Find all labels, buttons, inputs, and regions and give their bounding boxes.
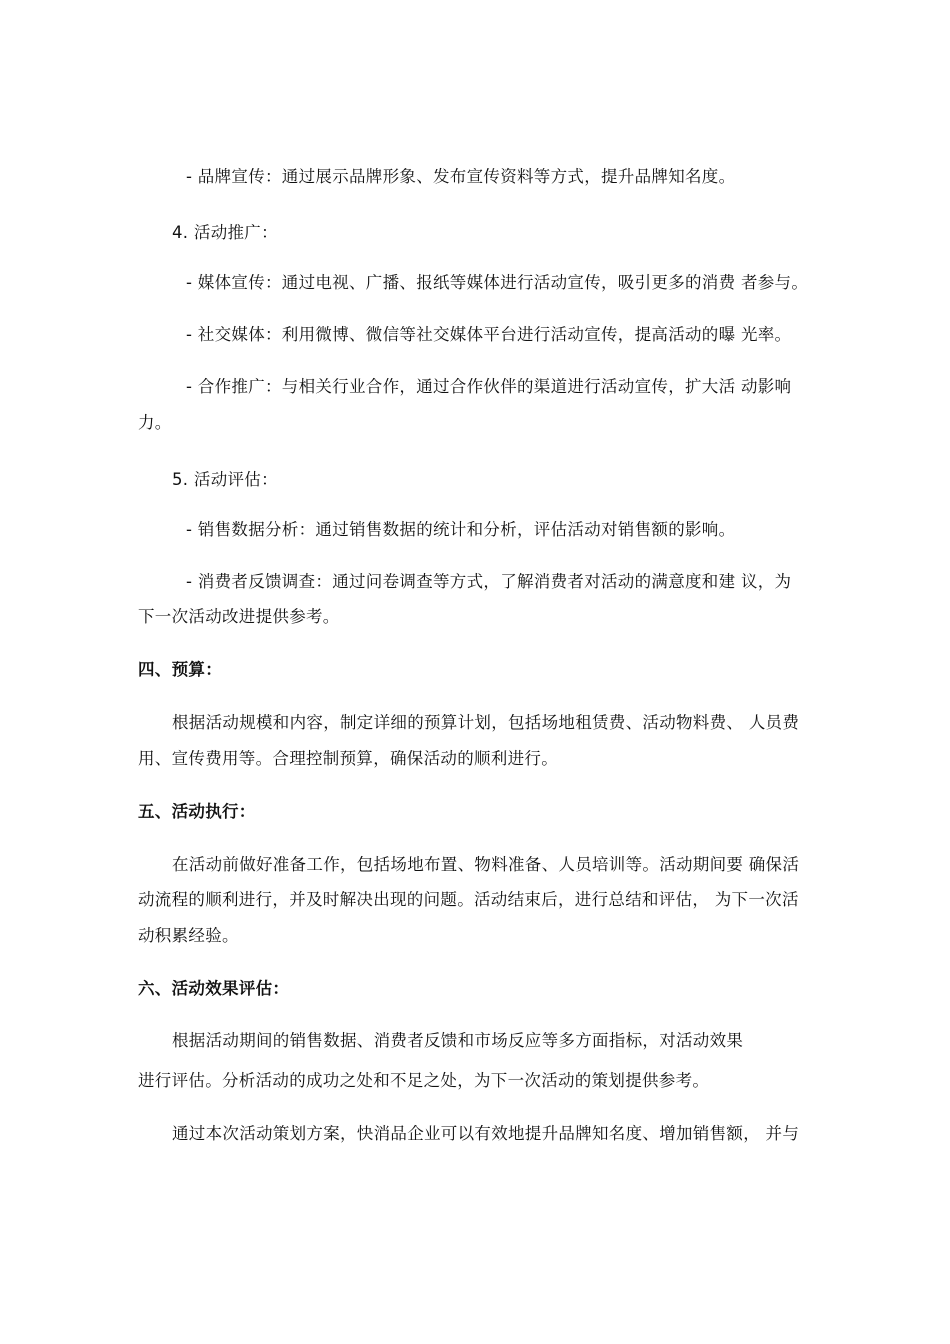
item-4-heading: 4. 活动推广： bbox=[172, 223, 278, 242]
execution-paragraph-line3: 动积累经验。 bbox=[138, 926, 239, 945]
bullet-feedback-line2: 下一次活动改进提供参考。 bbox=[138, 607, 340, 626]
bullet-social-media: - 社交媒体：利用微博、微信等社交媒体平台进行活动宣传，提高活动的曝 光率。 bbox=[186, 325, 792, 344]
bullet-cooperation-line2: 力。 bbox=[138, 413, 172, 432]
bullet-cooperation-line1: - 合作推广：与相关行业合作，通过合作伙伴的渠道进行活动宣传，扩大活 动影响 bbox=[186, 377, 792, 396]
execution-paragraph-line1: 在活动前做好准备工作，包括场地布置、物料准备、人员培训等。活动期间要 确保活 bbox=[172, 855, 800, 874]
section-heading-budget: 四、预算： bbox=[138, 660, 222, 679]
section-heading-evaluation: 六、活动效果评估： bbox=[138, 979, 290, 998]
conclusion-paragraph-line1: 通过本次活动策划方案，快消品企业可以有效地提升品牌知名度、增加销售额， 并与 bbox=[172, 1124, 800, 1143]
budget-paragraph-line1: 根据活动规模和内容，制定详细的预算计划，包括场地租赁费、活动物料费、 人员费 bbox=[172, 713, 800, 732]
bullet-media-promotion: - 媒体宣传：通过电视、广播、报纸等媒体进行活动宣传，吸引更多的消费 者参与。 bbox=[186, 273, 809, 292]
execution-paragraph-line2: 动流程的顺利进行，并及时解决出现的问题。活动结束后，进行总结和评估， 为下一次活 bbox=[138, 890, 799, 909]
bullet-feedback-line1: - 消费者反馈调查：通过问卷调查等方式，了解消费者对活动的满意度和建 议，为 bbox=[186, 572, 792, 591]
evaluation-paragraph-line2: 进行评估。分析活动的成功之处和不足之处，为下一次活动的策划提供参考。 bbox=[138, 1071, 710, 1090]
evaluation-paragraph-line1: 根据活动期间的销售数据、消费者反馈和市场反应等多方面指标，对活动效果 bbox=[172, 1031, 744, 1050]
bullet-brand-promotion: - 品牌宣传：通过展示品牌形象、发布宣传资料等方式，提升品牌知名度。 bbox=[186, 167, 736, 186]
item-5-heading: 5. 活动评估： bbox=[172, 470, 278, 489]
budget-paragraph-line2: 用、宣传费用等。合理控制预算，确保活动的顺利进行。 bbox=[138, 749, 558, 768]
section-heading-execution: 五、活动执行： bbox=[138, 802, 256, 821]
bullet-sales-analysis: - 销售数据分析：通过销售数据的统计和分析，评估活动对销售额的影响。 bbox=[186, 520, 736, 539]
